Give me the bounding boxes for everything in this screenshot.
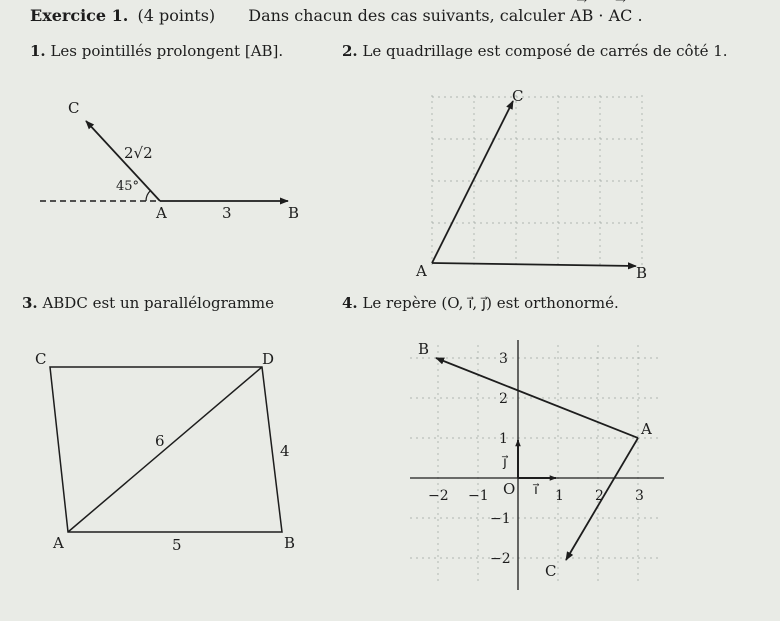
label-c: C — [512, 87, 524, 105]
x-tick-label: 2 — [595, 488, 604, 504]
grid — [432, 95, 642, 265]
label-b: B — [636, 264, 648, 282]
label-angle: 45° — [116, 179, 140, 194]
origin-label: O — [503, 480, 516, 498]
title-period: . — [637, 6, 643, 25]
x-tick-label: 1 — [555, 488, 564, 504]
part-number: 2. — [342, 42, 358, 60]
figure-2 — [415, 87, 647, 282]
label-ac-length: 2√2 — [124, 144, 153, 162]
x-tick-label: −1 — [468, 488, 489, 504]
vector-ac: → AC — [609, 6, 633, 25]
label-side-bd: 4 — [280, 442, 290, 460]
label-c: C — [35, 350, 47, 368]
part-text: ABDC est un parallélogramme — [42, 294, 275, 312]
part-number: 1. — [30, 42, 46, 60]
vector-ac-arrow — [432, 101, 513, 263]
exercise-instruction: Dans chacun des cas suivants, calculer — [248, 6, 565, 25]
part-text: Le repère (O, i⃗, j⃗) est orthonormé. — [362, 294, 619, 312]
x-tick-label: 3 — [635, 488, 644, 504]
vector-ab-arrow — [436, 358, 638, 438]
label-a: A — [53, 534, 64, 552]
exercise-title: Exercice 1. — [30, 6, 129, 25]
diagonal-ad — [68, 367, 262, 532]
figure-4 — [410, 340, 664, 590]
label-a: A — [416, 262, 427, 280]
part-text: Le quadrillage est composé de carrés de côté 1. — [362, 42, 728, 60]
label-vector-j: j⃗ — [503, 454, 507, 470]
vector-ab: → AB — [570, 6, 593, 25]
label-vector-i: i⃗ — [534, 482, 538, 498]
label-d: D — [262, 350, 275, 368]
label-c: C — [545, 562, 557, 580]
part-number: 4. — [342, 294, 358, 312]
label-b: B — [288, 204, 300, 222]
label-b: B — [418, 340, 430, 358]
figure-3 — [35, 350, 295, 554]
y-tick-label: −1 — [490, 511, 511, 527]
label-diagonal: 6 — [155, 432, 165, 450]
vector-ab-arrow — [432, 263, 636, 266]
angle-arc — [146, 191, 150, 201]
label-c: C — [68, 99, 80, 117]
label-ab-length: 3 — [222, 204, 232, 222]
y-tick-label: 3 — [499, 351, 508, 367]
y-tick-label: −2 — [490, 551, 511, 567]
figure-1 — [40, 99, 299, 222]
x-tick-label: −2 — [428, 488, 449, 504]
label-side-ab: 5 — [172, 536, 182, 554]
part-number: 3. — [22, 294, 38, 312]
label-b: B — [284, 534, 296, 552]
label-a: A — [641, 420, 652, 438]
exercise-points: (4 points) — [137, 6, 216, 25]
y-tick-label: 1 — [499, 431, 508, 447]
label-a: A — [156, 204, 167, 222]
part-text: Les pointillés prolongent [AB]. — [50, 42, 284, 60]
dot-operator: · — [598, 6, 604, 25]
y-tick-label: 2 — [499, 391, 508, 407]
